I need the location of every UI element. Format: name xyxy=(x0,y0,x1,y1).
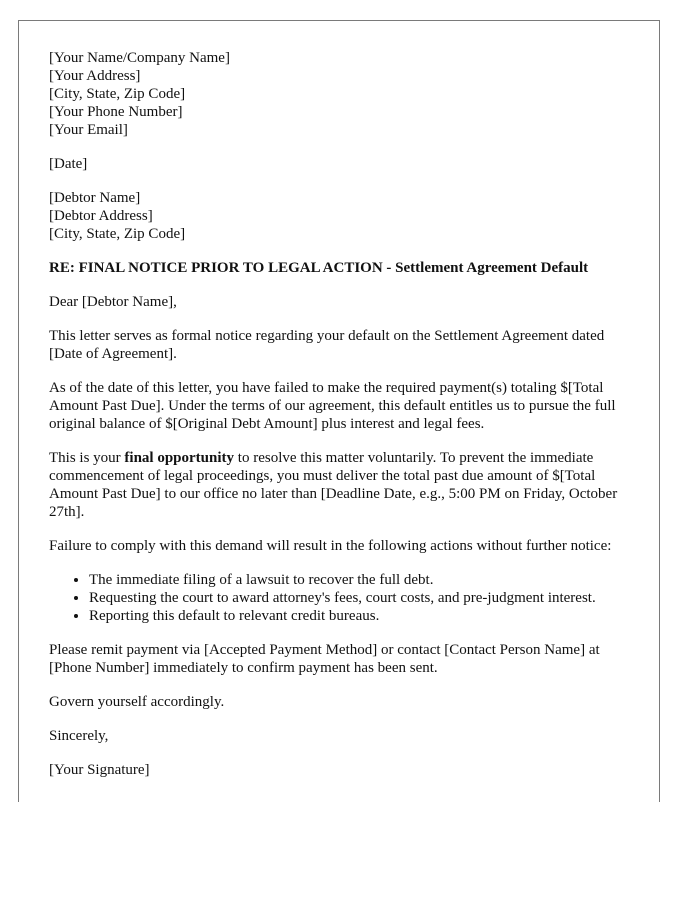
paragraph-default-terms: As of the date of this letter, you have failed to make the required payment(s) totaling $[Total Amount Past Due]. Under the terms of our agreement, this default entitles us to pursue the full original balance of $[Original Debt Amount] plus interest and legal fees. xyxy=(49,380,616,432)
final-opportunity-rest: to resolve this matter voluntarily. To prevent the immediate commencement of legal proceedings, you must deliver the total past due amount of $[Total Amount Past Due] to our office no later than [Deadline Date, e.g., 5:00 PM on Friday, October 27th]. xyxy=(49,450,618,520)
recipient-address: [Debtor Address] xyxy=(49,208,153,224)
sender-city-state-zip: [City, State, Zip Code] xyxy=(49,86,186,102)
recipient-block xyxy=(49,189,639,243)
final-opportunity-lead: This is your xyxy=(49,450,125,466)
letter-page xyxy=(18,20,660,802)
paragraph-govern: Govern yourself accordingly. xyxy=(49,694,225,710)
signature: [Your Signature] xyxy=(49,762,150,778)
actions-list xyxy=(49,571,639,625)
sender-name: [Your Name/Company Name] xyxy=(49,50,230,66)
sender-address: [Your Address] xyxy=(49,68,141,84)
recipient-city-state-zip: [City, State, Zip Code] xyxy=(49,226,186,242)
subject-line: RE: FINAL NOTICE PRIOR TO LEGAL ACTION - Settlement Agreement Default xyxy=(49,260,589,276)
paragraph-failure-warning: Failure to comply with this demand will result in the following actions without further notice: xyxy=(49,538,612,554)
paragraph-final-opportunity xyxy=(49,449,639,521)
list-item: • Requesting the court to award attorney's fees, court costs, and pre-judgment interest. xyxy=(89,589,639,607)
list-item: • The immediate filing of a lawsuit to recover the full debt. xyxy=(89,571,639,589)
paragraph-notice: This letter serves as formal notice regarding your default on the Settlement Agreement dated [Date of Agreement]. xyxy=(49,328,605,362)
letter-content xyxy=(49,49,639,795)
sender-block xyxy=(49,49,639,139)
closing: Sincerely, xyxy=(49,728,109,744)
date-block xyxy=(49,155,639,173)
paragraph-remit-payment: Please remit payment via [Accepted Payment Method] or contact [Contact Person Name] at [Phone Number] immediately to confirm payment has been sent. xyxy=(49,642,600,676)
sender-phone: [Your Phone Number] xyxy=(49,104,183,120)
letter-date: [Date] xyxy=(49,156,88,172)
salutation: Dear [Debtor Name], xyxy=(49,294,177,310)
list-item: • Reporting this default to relevant credit bureaus. xyxy=(89,607,639,625)
recipient-name: [Debtor Name] xyxy=(49,190,141,206)
final-opportunity-emphasis: final opportunity xyxy=(124,450,235,466)
sender-email: [Your Email] xyxy=(49,122,128,138)
